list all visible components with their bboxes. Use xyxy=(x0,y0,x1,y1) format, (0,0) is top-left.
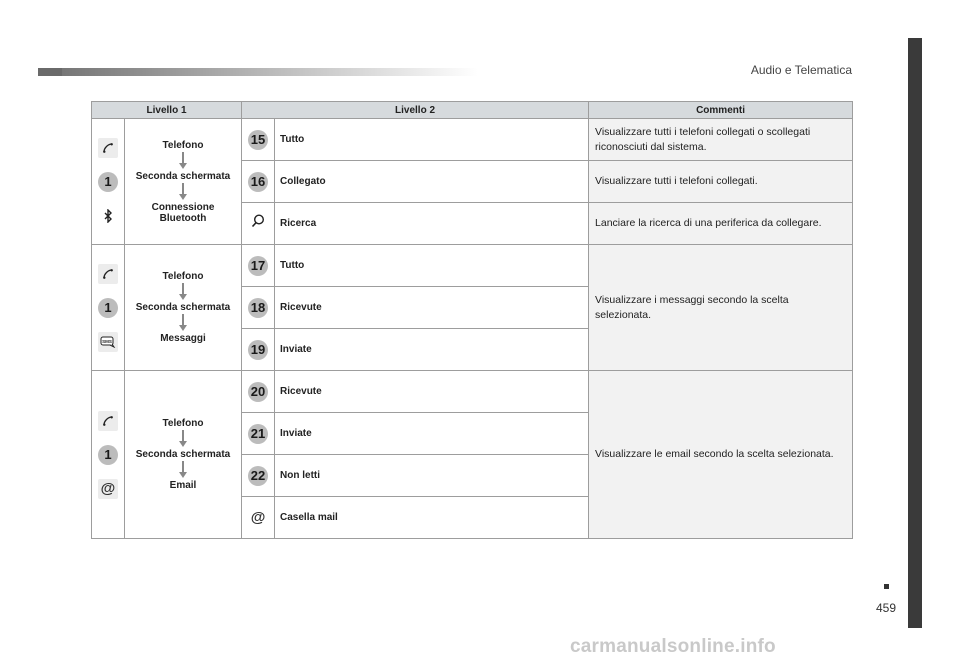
at-icon: @ xyxy=(250,508,266,526)
arrow-down-icon xyxy=(178,152,188,170)
arrow-down-icon xyxy=(178,314,188,332)
at-icon: @ xyxy=(98,479,118,499)
level1-path xyxy=(125,119,242,245)
level1-item: Seconda schermata xyxy=(135,302,231,313)
level2-number xyxy=(242,455,275,497)
level1-path xyxy=(125,371,242,539)
menu-table xyxy=(91,101,853,539)
arrow-down-icon xyxy=(178,183,188,201)
level2-label: Tutto xyxy=(275,245,589,287)
level2-icon xyxy=(242,203,275,245)
level1-item: Connessione Bluetooth xyxy=(151,201,215,224)
level-1-badge: 1 xyxy=(98,172,118,192)
level1-icons xyxy=(92,119,125,245)
level2-label: Collegato xyxy=(275,161,589,203)
level2-label: Tutto xyxy=(275,119,589,161)
arrow-down-icon xyxy=(178,283,188,301)
header-decorative-bar xyxy=(38,68,478,76)
menu-number-badge: 18 xyxy=(248,298,268,318)
page-number: 459 xyxy=(875,601,897,615)
table-header-row xyxy=(92,102,853,119)
level2-number xyxy=(242,329,275,371)
level2-number xyxy=(242,119,275,161)
level2-label: Ricerca xyxy=(275,203,589,245)
comment-cell: Visualizzare tutti i telefoni collegati. xyxy=(589,161,853,203)
comment-cell: Visualizzare tutti i telefoni collegati o scollegati riconosciuti dal sistema. xyxy=(589,119,853,161)
menu-number-badge: 16 xyxy=(248,172,268,192)
level2-label: Ricevute xyxy=(275,287,589,329)
comment-cell: Lanciare la ricerca di una periferica da collegare. xyxy=(589,203,853,245)
level2-label: Inviate xyxy=(275,413,589,455)
table-row xyxy=(92,371,853,413)
column-header-level2: Livello 2 xyxy=(242,102,589,119)
column-header-level1: Livello 1 xyxy=(92,102,242,119)
level2-label: Casella mail xyxy=(275,497,589,539)
level-1-badge: 1 xyxy=(98,445,118,465)
level1-icons xyxy=(92,371,125,539)
menu-number-badge: 19 xyxy=(248,340,268,360)
level2-number xyxy=(242,161,275,203)
level2-label: Inviate xyxy=(275,329,589,371)
bluetooth-icon xyxy=(98,206,118,226)
watermark: carmanualsonline.info xyxy=(570,636,776,657)
sms-icon xyxy=(98,332,118,352)
level1-item: Email xyxy=(169,480,197,491)
phone-icon xyxy=(98,138,118,158)
level1-item: Telefono xyxy=(162,271,204,282)
level1-item: Telefono xyxy=(162,418,204,429)
column-header-comments: Commenti xyxy=(589,102,853,119)
table-row xyxy=(92,245,853,287)
menu-number-badge: 20 xyxy=(248,382,268,402)
svg-text:SMS: SMS xyxy=(102,338,112,344)
level2-number xyxy=(242,413,275,455)
level2-number xyxy=(242,287,275,329)
level-1-badge: 1 xyxy=(98,298,118,318)
arrow-down-icon xyxy=(178,430,188,448)
phone-icon xyxy=(98,264,118,284)
menu-number-badge: 15 xyxy=(248,130,268,150)
level1-icons xyxy=(92,245,125,371)
comment-cell: Visualizzare le email secondo la scelta selezionata. xyxy=(589,371,853,539)
phone-icon xyxy=(98,411,118,431)
menu-number-badge: 22 xyxy=(248,466,268,486)
level2-label: Ricevute xyxy=(275,371,589,413)
level1-item: Telefono xyxy=(162,139,204,151)
comment-cell: Visualizzare i messaggi secondo la scelta selezionata. xyxy=(589,245,853,371)
page-side-tab xyxy=(908,38,922,628)
level2-icon xyxy=(242,497,275,539)
level2-number xyxy=(242,371,275,413)
level1-item: Seconda schermata xyxy=(135,449,231,460)
level2-number xyxy=(242,245,275,287)
menu-number-badge: 17 xyxy=(248,256,268,276)
section-title: Audio e Telematica xyxy=(750,63,852,77)
level1-item: Seconda schermata xyxy=(135,170,231,182)
level2-label: Non letti xyxy=(275,455,589,497)
arrow-down-icon xyxy=(178,461,188,479)
level1-path xyxy=(125,245,242,371)
table-row xyxy=(92,119,853,161)
search-icon xyxy=(250,213,266,234)
page-marker xyxy=(884,584,889,589)
level1-item: Messaggi xyxy=(160,333,206,344)
menu-number-badge: 21 xyxy=(248,424,268,444)
